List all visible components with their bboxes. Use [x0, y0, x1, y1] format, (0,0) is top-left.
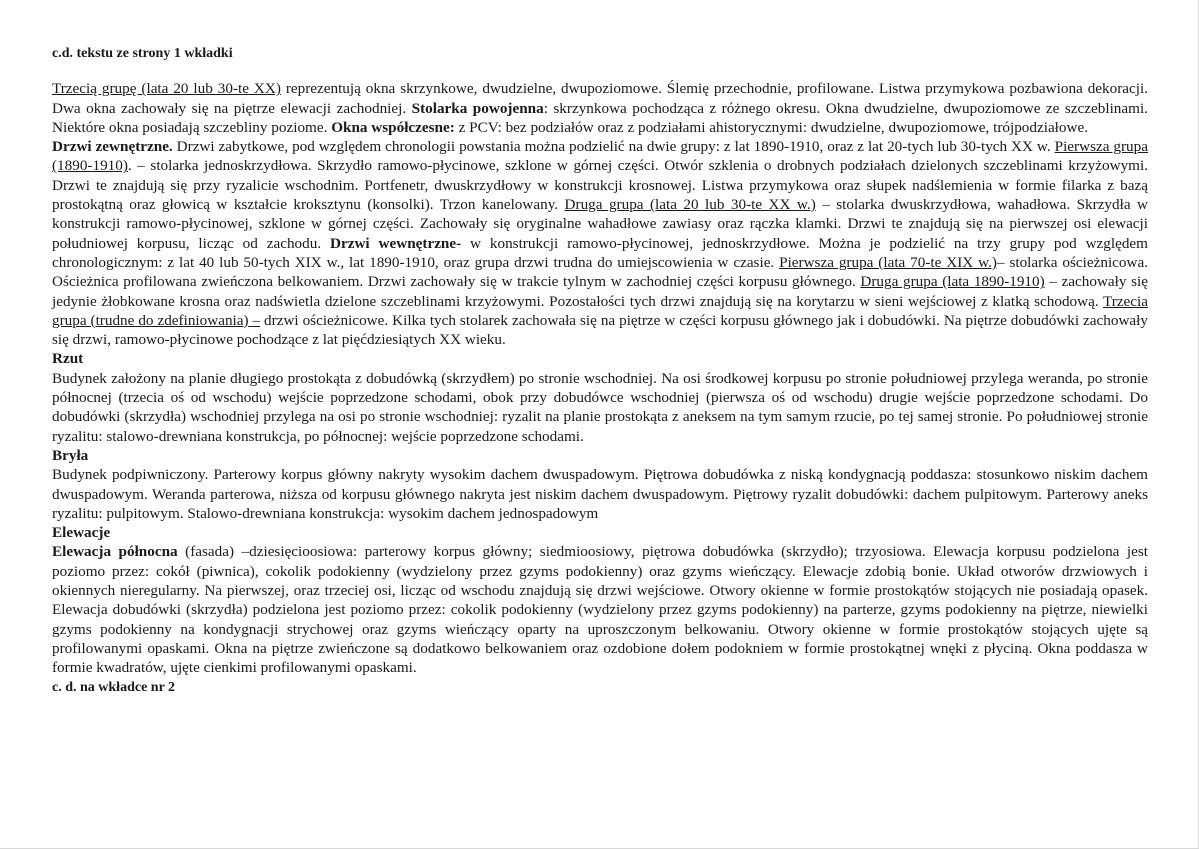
- bold-phrase: Drzwi zewnętrzne.: [52, 138, 173, 156]
- bold-phrase: Stolarka powojenna: [411, 99, 544, 117]
- paragraph-bryla: Budynek podpiwniczony. Parterowy korpus główny nakryty wysokim dachem dwuspadowym. Piętrowa dobudówka z niską kondygnacją poddasza: stosunkowo niskim dachem dwuspadowym. Weranda parterowa, niższa od korpusu głównego nakryta jest niskim dachem dwuspadowym. Piętrowy ryzalit dobudówki: dachem pulpitowym. Parterowy aneks ryzalitu: pulpitowym. Stalowo-drewniana konstrukcja: wysokim dachem jednospadowym: [52, 466, 1148, 522]
- underlined-phrase: Pierwsza grupa (lata 70-te XIX w.): [779, 253, 997, 271]
- underlined-phrase: Trzecia grupa (trudne do zdefiniowania) –: [52, 292, 1148, 329]
- section-heading-bryla: Bryła: [52, 446, 89, 464]
- page-header: c.d. tekstu ze strony 1 wkładki: [52, 46, 233, 61]
- document-body: [52, 44, 1148, 697]
- bold-phrase: Drzwi wewnętrzne-: [330, 234, 462, 252]
- text-run: – stolarka ościeżnicowa. Ościeżnica profilowana zwieńczona belkowaniem. Drzwi zachowały się w trakcie tylnym w zachodniej części korpusu głównego.: [52, 253, 1149, 291]
- text-run: : skrzynkowa pochodząca z różnego okresu. Okna dwudzielne, dwupoziomowe ze szczeblinami. Niektóre okna posiadają szczebliny poziome.: [52, 99, 1148, 136]
- text-run: (fasada) –dziesięcioosiowa: parterowy korpus główny; siedmioosiowy, piętrowa dobudówka (skrzydło); trzyosiowa. Elewacja korpusu podzielona jest poziomo przez: cokół (piwnica), cokolik podokienny (wydzielony przez gzyms podokienny) oraz gzyms wieńczący. Elewacje zdobią bonie. Układ otworów drzwiowych i okiennych nieregularny. Na pierwszej, oraz trzeciej osi, licząc od wschodu znajdują się drzwi wejściowe. Otwory okienne w formie prostokątów stojących nie posiadają opasek. Elewacja dobudówki (skrzydła) podzielona jest poziomo przez: cokolik podokienny (wydzielony przez gzyms podokienny) na parterze, gzyms podokienny na piętrze, niewielki gzyms podokienny na kondygnacji strychowej oraz gzyms wieńczący oparty na uproszczonym belkowaniu. Otwory okienne w formie prostokątów stojących ujęte są profilowanymi opaskami. Okna na piętrze zwieńczone są dodatkowo belkowaniem oraz ozdobione dołem podokniem w formie prostokątnej wnęki z płyciną. Okna poddasza w formie kwadratów, ujęte cienkimi profilowanymi opaskami.: [52, 543, 1148, 677]
- page-footer: c. d. na wkładce nr 2: [52, 679, 176, 695]
- bold-phrase: Okna współczesne:: [331, 118, 455, 136]
- section-heading-elewacje: Elewacje: [52, 524, 111, 542]
- text-run: w konstrukcji ramowo-płycinowej, jednoskrzydłowe. Można je podzielić na trzy grupy pod względem chronologicznym: z lat 40 lub 50-tych XIX w., lat 1890-1910, oraz grupa drzwi trudna do umiejscowienia w czasie.: [52, 234, 1148, 271]
- underlined-phrase: Druga grupa (lata 20 lub 30-te XX w.): [564, 196, 816, 214]
- text-run: drzwi ościeżnicowe. Kilka tych stolarek zachowała się na piętrze w części korpusu głównego jak i dobudówki. Na piętrze dobudówki zachowały się drzwi, ramowo-płycinowe pochodzące z lat pięćdziesiątych XX wieku.: [52, 311, 1148, 349]
- paragraph-rzut: Budynek założony na planie długiego prostokąta z dobudówką (skrzydłem) po stronie wschodniej. Na osi środkowej korpusu po stronie południowej przylega weranda, po stronie północnej (trzecia oś od wschodu) wejście poprzedzone schodami, obok przy dobudówce wschodniej (pierwsza oś od wschodu) drugie wejście poprzedzone schodami. Do dobudówki (skrzydła) wschodniej przylega na osi po stronie wschodniej: ryzalit na planie prostokąta z aneksem na tym samym rzucie, po tej samej stronie. Po południowej stronie ryzalitu: stalowo-drewniana konstrukcja, po północnej: wejście poprzedzone schodami.: [52, 369, 1148, 445]
- text-run: – zachowały się jedynie żłobkowane krosna oraz nadświetla dzielone szczeblinami krzyżowymi. Pozostałości tych drzwi znajdują się na korytarzu w sieni wejściowej z klatką schodową.: [52, 273, 1148, 310]
- section-heading-rzut: Rzut: [52, 350, 84, 368]
- paragraph-doors: [52, 137, 1148, 349]
- text-run: . – stolarka jednoskrzydłowa. Skrzydło ramowo-płycinowe, szklone w górnej części. Otwór szklenia o drobnych podziałach dzielonych szczeblinami krzyżowymi. Drzwi te znajdują się przy ryzalicie wschodnim. Portfenetr, dwuskrzydłowy w konstrukcji krosnowej. Listwa przymykowa oraz słupek nadślemienia w formie filarka z bazą prostokątną oraz głowicą w kształcie kroksztynu (konsolki). Trzon kanelowany.: [52, 157, 1148, 214]
- underlined-phrase: Trzecią grupę (lata 20 lub 30-te XX): [52, 80, 281, 98]
- underlined-phrase: Druga grupa (lata 1890-1910): [860, 273, 1045, 291]
- underlined-phrase: Pierwsza grupa (1890-1910): [52, 138, 1148, 175]
- bold-phrase: Elewacja północna: [52, 543, 178, 561]
- text-run: Drzwi zabytkowe, pod względem chronologii powstania można podzielić na dwie grupy: z lat 1890-1910, oraz z lat 20-tych lub 30-tych XX w.: [172, 138, 1055, 156]
- paragraph-elewacje: [52, 542, 1148, 677]
- text-run: z PCV: bez podziałów oraz z podziałami ahistorycznymi: dwudzielne, dwupoziomowe, trójpodziałowe.: [454, 118, 1088, 136]
- text-run: reprezentują okna skrzynkowe, dwudzielne, dwupoziomowe. Ślemię przechodnie, profilowane. Listwa przymykowa pozbawiona dekoracji. Dwa okna zachowały się na piętrze elewacji zachodniej.: [52, 80, 1148, 117]
- paragraph-windows: [52, 79, 1148, 137]
- text-run: – stolarka dwuskrzydłowa, wahadłowa. Skrzydła w konstrukcji ramowo-płycinowej, szklone w górnej części. Zachowały się oryginalne wahadłowe zawiasy oraz rączka klamki. Drzwi te znajdują się na pierwszej osi elewacji południowej korpusu, licząc od zachodu.: [52, 196, 1148, 252]
